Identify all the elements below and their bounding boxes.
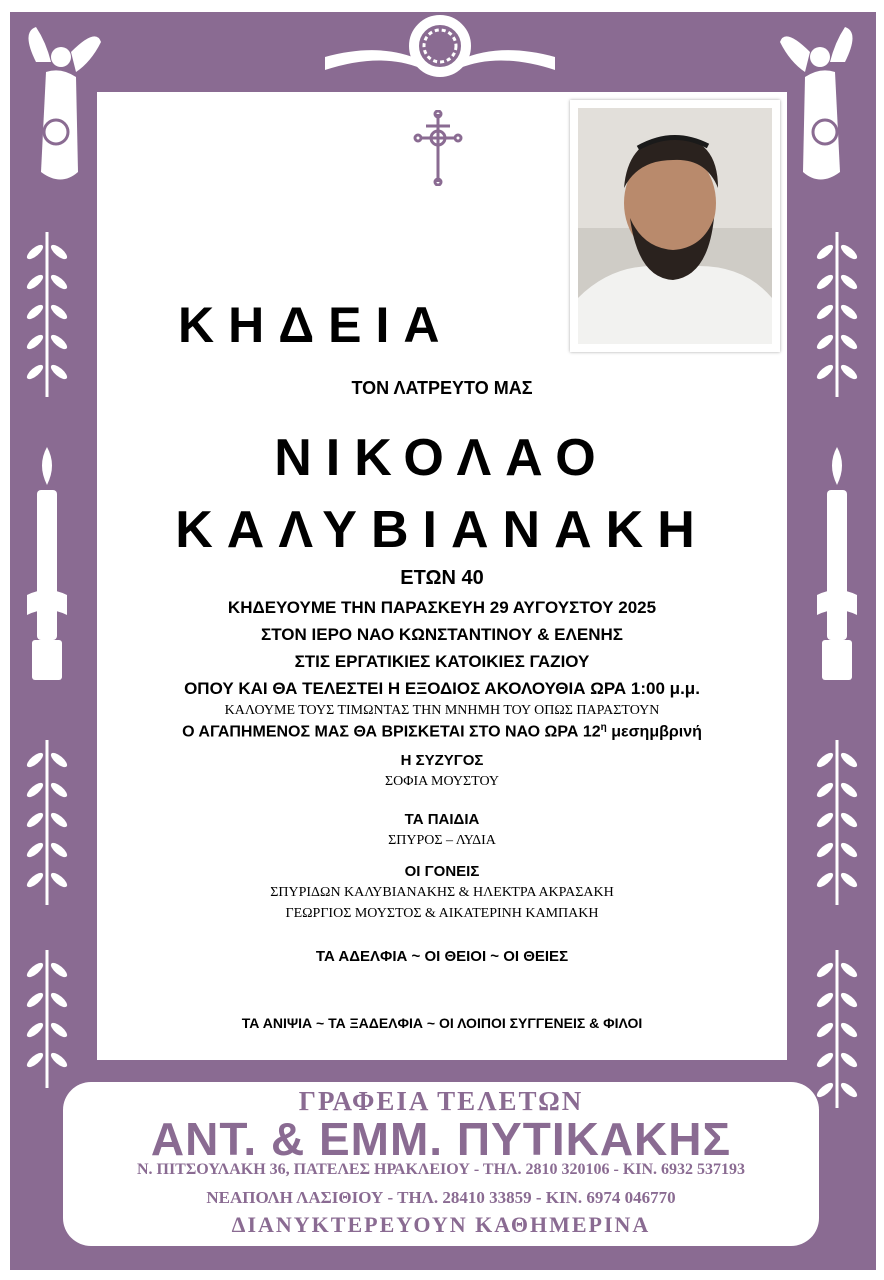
age-text: ΕΤΩΝ 40 (400, 567, 484, 589)
funeral-home-heading: ΓΡΑΦΕΙΑ ΤΕΛΕΤΩΝ (298, 1086, 584, 1116)
angel-icon (16, 22, 106, 192)
portrait-photo (570, 100, 780, 352)
olive-branch-icon (810, 222, 864, 402)
wreath-icon (320, 12, 560, 82)
parents-line-1: ΣΠΥΡΙΔΩΝ ΚΑΛΥΒΙΑΝΑΚΗΣ & ΗΛΕΚΤΡΑ ΑΚΡΑΣΑΚΗ (270, 885, 614, 900)
date-line: ΚΗΔΕΥΟΥΜΕ ΤΗΝ ΠΑΡΑΣΚΕΥΗ 29 ΑΥΓΟΥΣΤΟΥ 2025 (227, 598, 657, 617)
intro-text: ΤΟΝ ΛΑΤΡΕΥΤΟ ΜΑΣ (351, 378, 533, 398)
deceased-first-name: ΝΙΚΟΛΑΟ (274, 429, 610, 487)
olive-branch-icon (810, 940, 864, 1110)
viewing-line (97, 722, 787, 741)
service-time-line: ΟΠΟΥ ΚΑΙ ΘΑ ΤΕΛΕΣΤΕΙ Η ΕΞΟΔΙΟΣ ΑΚΟΛΟΥΘΙΑ ΩΡΑ 1:00 μ.μ. (184, 679, 700, 698)
viewing-line-sup: η (600, 722, 607, 733)
candle-icon (22, 445, 72, 685)
portrait-image (578, 108, 772, 344)
parents-line-2: ΓΕΩΡΓΙΟΣ ΜΟΥΣΤΟΣ & ΑΙΚΑΤΕΡΙΝΗ ΚΑΜΠΑΚΗ (285, 906, 599, 921)
address-line-1: Ν. ΠΙΤΣΟΥΛΑΚΗ 36, ΠΑΤΕΛΕΣ ΗΡΑΚΛΕΙΟΥ - ΤΗΛ. 2810 320106 - ΚΙΝ. 6932 537193 (136, 1161, 746, 1178)
relatives-line: ΤΑ ΑΝΙΨΙΑ ~ ΤΑ ΞΑΔΕΛΦΙΑ ~ ΟΙ ΛΟΙΠΟΙ ΣΥΓΓΕΝΕΙΣ & ΦΙΛΟΙ (241, 1015, 643, 1031)
orthodox-cross-icon (412, 110, 464, 186)
olive-branch-icon (20, 940, 74, 1090)
deceased-last-name: ΚΑΛΥΒΙΑΝΑΚΗ (175, 501, 709, 559)
viewing-line-tail: μεσημβρινή (606, 723, 702, 741)
olive-branch-icon (810, 730, 864, 910)
children-names: ΣΠΥΡΟΣ – ΛΥΔΙΑ (388, 833, 496, 848)
spouse-names: ΣΟΦΙΑ ΜΟΥΣΤΟΥ (385, 774, 499, 789)
viewing-line-main: Ο ΑΓΑΠΗΜΕΝΟΣ ΜΑΣ ΘΑ ΒΡΙΣΚΕΤΑΙ ΣΤΟ ΝΑΟ ΩΡΑ 12 (182, 723, 601, 741)
siblings-line: ΤΑ ΑΔΕΛΦΙΑ ~ ΟΙ ΘΕΙΟΙ ~ ΟΙ ΘΕΙΕΣ (315, 948, 569, 965)
parents-heading: ΟΙ ΓΟΝΕΙΣ (404, 863, 480, 880)
angel-icon (775, 22, 865, 192)
notice-title: ΚΗΔΕΙΑ (178, 297, 454, 353)
spouse-heading: Η ΣΥΖΥΓΟΣ (400, 752, 484, 769)
children-heading: ΤΑ ΠΑΙΔΙΑ (404, 811, 480, 828)
hours-line: ΔΙΑΝΥΚΤΕΡΕΥΟΥΝ ΚΑΘΗΜΕΡΙΝΑ (231, 1212, 651, 1237)
church-line: ΣΤΟΝ ΙΕΡΟ ΝΑΟ ΚΩΝΣΤΑΝΤΙΝΟΥ & ΕΛΕΝΗΣ (261, 625, 623, 644)
candle-icon (812, 445, 862, 685)
invitation-line: ΚΑΛΟΥΜΕ ΤΟΥΣ ΤΙΜΩΝΤΑΣ ΤΗΝ ΜΝΗΜΗ ΤΟΥ ΟΠΩΣ ΠΑΡΑΣΤΟΥΝ (224, 703, 660, 718)
olive-branch-icon (20, 222, 74, 402)
olive-branch-icon (20, 730, 74, 910)
address-line-2: ΝΕΑΠΟΛΗ ΛΑΣΙΘΙΟΥ - ΤΗΛ. 28410 33859 - ΚΙΝ. 6974 046770 (206, 1188, 676, 1207)
funeral-home-name: ΑΝΤ. & ΕΜΜ. ΠΥΤΙΚΑΚΗΣ (150, 1113, 732, 1165)
location-line: ΣΤΙΣ ΕΡΓΑΤΙΚΙΕΣ ΚΑΤΟΙΚΙΕΣ ΓΑΖΙΟΥ (294, 652, 590, 671)
